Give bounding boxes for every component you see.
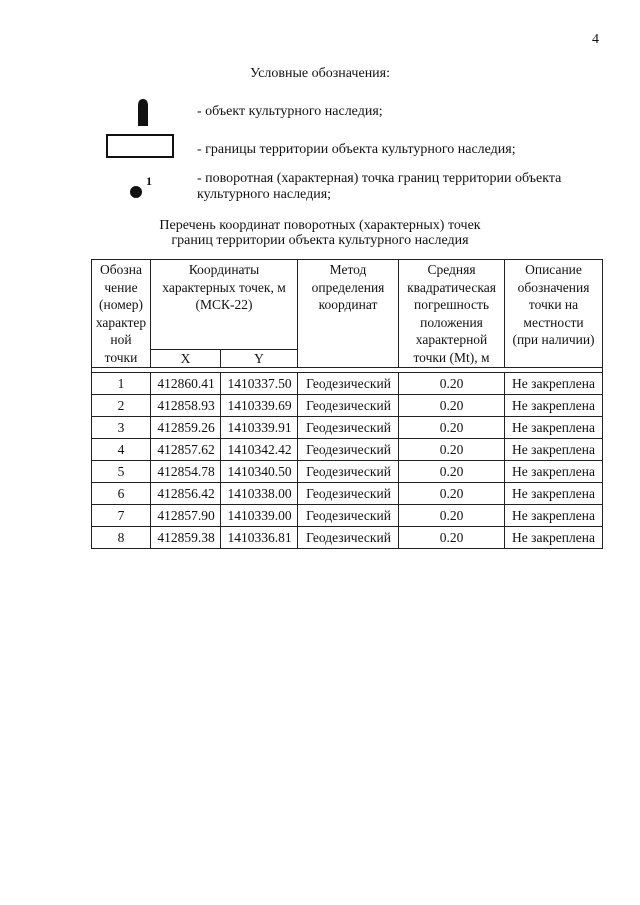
cell-method: Геодезический bbox=[298, 395, 399, 417]
cell-x: 412854.78 bbox=[151, 461, 221, 483]
header-text: точки bbox=[104, 349, 138, 365]
table-row bbox=[92, 483, 603, 505]
header-text: положения bbox=[420, 314, 483, 330]
cell-x: 412856.42 bbox=[151, 483, 221, 505]
cell-y: 1410336.81 bbox=[221, 527, 298, 549]
cell-num: 3 bbox=[92, 417, 151, 439]
list-title-line1: Перечень координат поворотных (характерных) точек bbox=[159, 218, 481, 233]
cell-method: Геодезический bbox=[298, 483, 399, 505]
header-x: X bbox=[151, 350, 221, 368]
cell-num: 2 bbox=[92, 395, 151, 417]
header-text: характерных точек, м bbox=[162, 279, 286, 295]
table-row bbox=[92, 527, 603, 549]
cell-num: 4 bbox=[92, 439, 151, 461]
cell-description: Не закреплена bbox=[505, 439, 603, 461]
cell-num: 5 bbox=[92, 461, 151, 483]
cell-description: Не закреплена bbox=[505, 373, 603, 395]
header-text: (номер) bbox=[99, 297, 143, 312]
legend-item-point-line2: культурного наследия; bbox=[197, 187, 332, 202]
legend-item-point bbox=[197, 171, 561, 203]
header-text: Описание bbox=[525, 262, 582, 277]
cell-num: 1 bbox=[92, 373, 151, 395]
legend-item-monument: - объект культурного наследия; bbox=[197, 104, 383, 119]
header-text: местности bbox=[523, 314, 584, 330]
cell-method: Геодезический bbox=[298, 527, 399, 549]
header-text: Метод bbox=[329, 262, 367, 277]
turning-point-label: 1 bbox=[146, 174, 152, 188]
cell-y: 1410339.69 bbox=[221, 395, 298, 417]
header-method bbox=[298, 260, 399, 368]
header-error bbox=[399, 260, 505, 368]
table-row bbox=[92, 461, 603, 483]
header-text: характер bbox=[95, 314, 147, 330]
cell-y: 1410342.42 bbox=[221, 439, 298, 461]
cell-description: Не закреплена bbox=[505, 395, 603, 417]
page-number: 4 bbox=[592, 32, 599, 47]
cell-y: 1410339.91 bbox=[221, 417, 298, 439]
monument-icon bbox=[136, 98, 150, 126]
table-row bbox=[92, 439, 603, 461]
cell-error: 0.20 bbox=[399, 395, 505, 417]
cell-x: 412860.41 bbox=[151, 373, 221, 395]
cell-error: 0.20 bbox=[399, 527, 505, 549]
cell-y: 1410340.50 bbox=[221, 461, 298, 483]
header-description bbox=[505, 260, 603, 368]
header-designation bbox=[92, 260, 151, 368]
header-coordinates bbox=[151, 260, 298, 350]
cell-num: 7 bbox=[92, 505, 151, 527]
cell-num: 8 bbox=[92, 527, 151, 549]
header-text: (при наличии) bbox=[512, 332, 595, 347]
cell-method: Геодезический bbox=[298, 439, 399, 461]
cell-description: Не закреплена bbox=[505, 461, 603, 483]
cell-description: Не закреплена bbox=[505, 417, 603, 439]
cell-method: Геодезический bbox=[298, 505, 399, 527]
table-row bbox=[92, 417, 603, 439]
table-row bbox=[92, 505, 603, 527]
turning-point-icon bbox=[130, 186, 142, 198]
header-text: Средняя bbox=[427, 262, 476, 277]
coordinates-table bbox=[91, 259, 603, 549]
table-row bbox=[92, 395, 603, 417]
cell-error: 0.20 bbox=[399, 461, 505, 483]
cell-x: 412857.62 bbox=[151, 439, 221, 461]
cell-x: 412857.90 bbox=[151, 505, 221, 527]
header-text: Координаты bbox=[188, 262, 260, 277]
cell-method: Геодезический bbox=[298, 373, 399, 395]
cell-error: 0.20 bbox=[399, 373, 505, 395]
cell-num: 6 bbox=[92, 483, 151, 505]
list-title bbox=[0, 218, 640, 248]
header-text: точки на bbox=[528, 297, 579, 312]
cell-description: Не закреплена bbox=[505, 527, 603, 549]
legend-title: Условные обозначения: bbox=[249, 66, 391, 81]
cell-error: 0.20 bbox=[399, 483, 505, 505]
boundary-rectangle-icon bbox=[106, 134, 174, 158]
list-title-line2: границ территории объекта культурного наследия bbox=[171, 233, 469, 248]
cell-y: 1410337.50 bbox=[221, 373, 298, 395]
cell-y: 1410338.00 bbox=[221, 483, 298, 505]
cell-method: Геодезический bbox=[298, 417, 399, 439]
header-text: точки (Mt), м bbox=[413, 349, 490, 365]
legend-item-point-line1: - поворотная (характерная) точка границ территории объекта bbox=[197, 171, 562, 186]
cell-method: Геодезический bbox=[298, 461, 399, 483]
header-text: Обозна bbox=[100, 262, 142, 277]
table-row bbox=[92, 373, 603, 395]
cell-x: 412858.93 bbox=[151, 395, 221, 417]
header-text: чение bbox=[104, 279, 138, 295]
cell-error: 0.20 bbox=[399, 417, 505, 439]
header-text: обозначения bbox=[517, 279, 590, 295]
header-text: квадратическая bbox=[407, 279, 496, 295]
header-text: определения bbox=[311, 279, 385, 295]
cell-y: 1410339.00 bbox=[221, 505, 298, 527]
cell-error: 0.20 bbox=[399, 505, 505, 527]
header-text: ной bbox=[110, 332, 132, 347]
cell-x: 412859.26 bbox=[151, 417, 221, 439]
cell-description: Не закреплена bbox=[505, 483, 603, 505]
cell-x: 412859.38 bbox=[151, 527, 221, 549]
header-text: (МСК-22) bbox=[195, 297, 253, 312]
header-text: погрешность bbox=[414, 297, 490, 312]
legend-item-boundary: - границы территории объекта культурного наследия; bbox=[197, 142, 516, 157]
header-y: Y bbox=[221, 350, 298, 368]
cell-description: Не закреплена bbox=[505, 505, 603, 527]
cell-error: 0.20 bbox=[399, 439, 505, 461]
header-text: характерной bbox=[415, 332, 488, 347]
header-text: координат bbox=[318, 297, 378, 312]
